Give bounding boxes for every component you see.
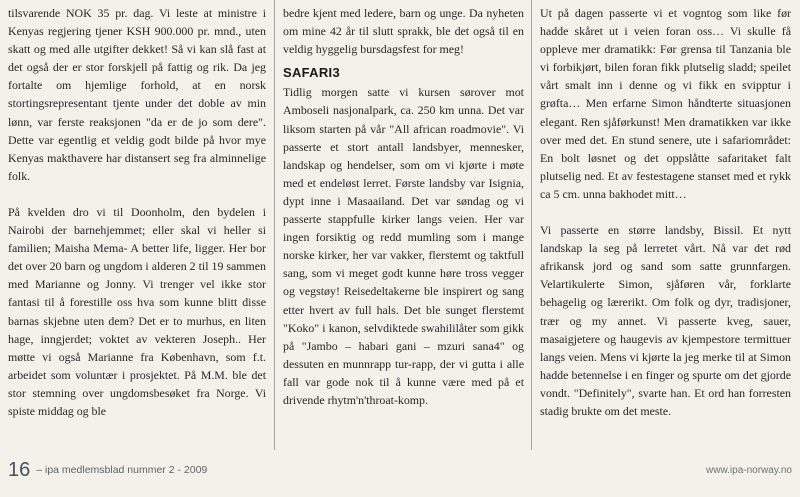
section-heading: SAFARI3	[283, 65, 341, 81]
column-divider	[274, 0, 275, 450]
website-url: www.ipa-norway.no	[706, 464, 792, 476]
paragraph: Tidlig morgen satte vi kursen sørover mot Amboseli nasjonalpark, ca. 250 km unna. Det var liksom starten på vår "All african roadmovie". Vi passerte et stort antall landsbyer, mennesker, landskap og hendelser, som om vi kjørte i møte med et endeløst lerret. Første landsby var Isignia, dypt inne i Masaailand. Det var søndag og vi passerte stappfulle kirker langs veien. Her var ingen forsiktig og redd mumling som i mange norske kirker, her var vakker, flerstemt og taktfull sang, som vi meget godt kunne høre tross vegger og vegstøy! Reisedeltakerne ble inspirert og sang etter hvert av full hals. Det ble sunget flerstemt "Koko" i kanon, selvdiktede swahililåter som gikk på "Jambo – habari gani – mzuri sana4" og dessuten en munnrapp tur-rapp, der vi gutta i alle fall var gode nok til å kunne være med på et drivende rhytm'n'throat-komp.	[283, 85, 524, 407]
paragraph: På kvelden dro vi til Doonholm, den bydelen i Nairobi der barnehjemmet; eller skal vi heller si familien; Maisha Mema- A better life, ligger. Her bor det over 20 barn og ungdom i alderen 2 til 19 sammen med Marianne og Jonny. Vi trenger vel ikke stor fantasi til å forestille oss hva som kunne blitt disse barnas skjebne uten dem? Det er to murhus, en liten hage, inngjerdet; voktet av vekteren Joseph.. Her møtte vi også Marianne fra København, som f.t. arbeidet som voluntær i prosjektet. På M.M. ble det stor stemning over ungdomsbesøket fra Norge. Vi spiste middag og ble	[8, 204, 266, 418]
paragraph: Vi passerte en større landsby, Bissil. Et nytt landskap la seg på lerretet vårt. Nå var det rød afrikansk jord og sand som satte grunnfargen. Velartikulerte Simon, sjåføren vår, forklarte behagelig og lærerikt. Om folk og dyr, tradisjoner, trær og my annet. Vi passerte kveg, sauer, masaigjetere og haugevis av kjempestore termittuer langs veien. Mens vi kjørte la jeg merke til at Simon hadde betennelse i en finger og spurte om det gjorde vondt. "Definitely", svarte han. Et ord han forresten stadig brukte om det meste.	[540, 223, 791, 418]
publication-info: – ipa medlemsblad nummer 2 - 2009	[36, 464, 208, 476]
paragraph: tilsvarende NOK 35 pr. dag. Vi leste at ministre i Kenyas regjering tjener KSH 900.000 pr. mnd., uten skatt og med alle utgifter dekket! Så vi kan slå fast at det også der er stor forskjell på fattig og rik. Da jeg fortalte om hjemlige forhold, at en norsk stortingsrepresentant tjente under det doble av min lønn, var ferste reaksjonen "da er de jo som dere". Dette var egentlig et veldig godt bilde på hvor mye Kenyas makthavere har distansert seg fra alminnelige folk.	[8, 6, 266, 183]
article-column-3	[540, 4, 791, 420]
page-footer	[8, 457, 792, 483]
article-column-1	[8, 4, 266, 420]
column-divider	[531, 0, 532, 450]
paragraph: bedre kjent med ledere, barn og unge. Da nyheten om mine 42 år til slutt sprakk, ble det også til en veldig hyggelig bursdagsfest for meg!	[283, 6, 524, 57]
page-number: 16	[8, 458, 31, 481]
article-column-2	[283, 4, 524, 409]
paragraph: Ut på dagen passerte vi et vogntog som like før hadde skåret ut i veien foran oss… Vi skulle få oppleve mer dramatikk: Før grensa til Tanzania ble vi forbikjørt, bilen foran fikk plutselig sladd; speilet vårt smalt inn i denne og vi fikk en svipptur i grøfta… Men erfarne Simon håndterte situasjonen elegant. Ren sjåførkunst! Men dramatikken var ikke over med det. En stund senere, ute i safariområdet: En bolt løsnet og det oppslåtte safaritaket falt plutselig ned. Et av festestagene stanset med et rykk ca 5 cm. unna bakhodet mitt…	[540, 6, 791, 201]
